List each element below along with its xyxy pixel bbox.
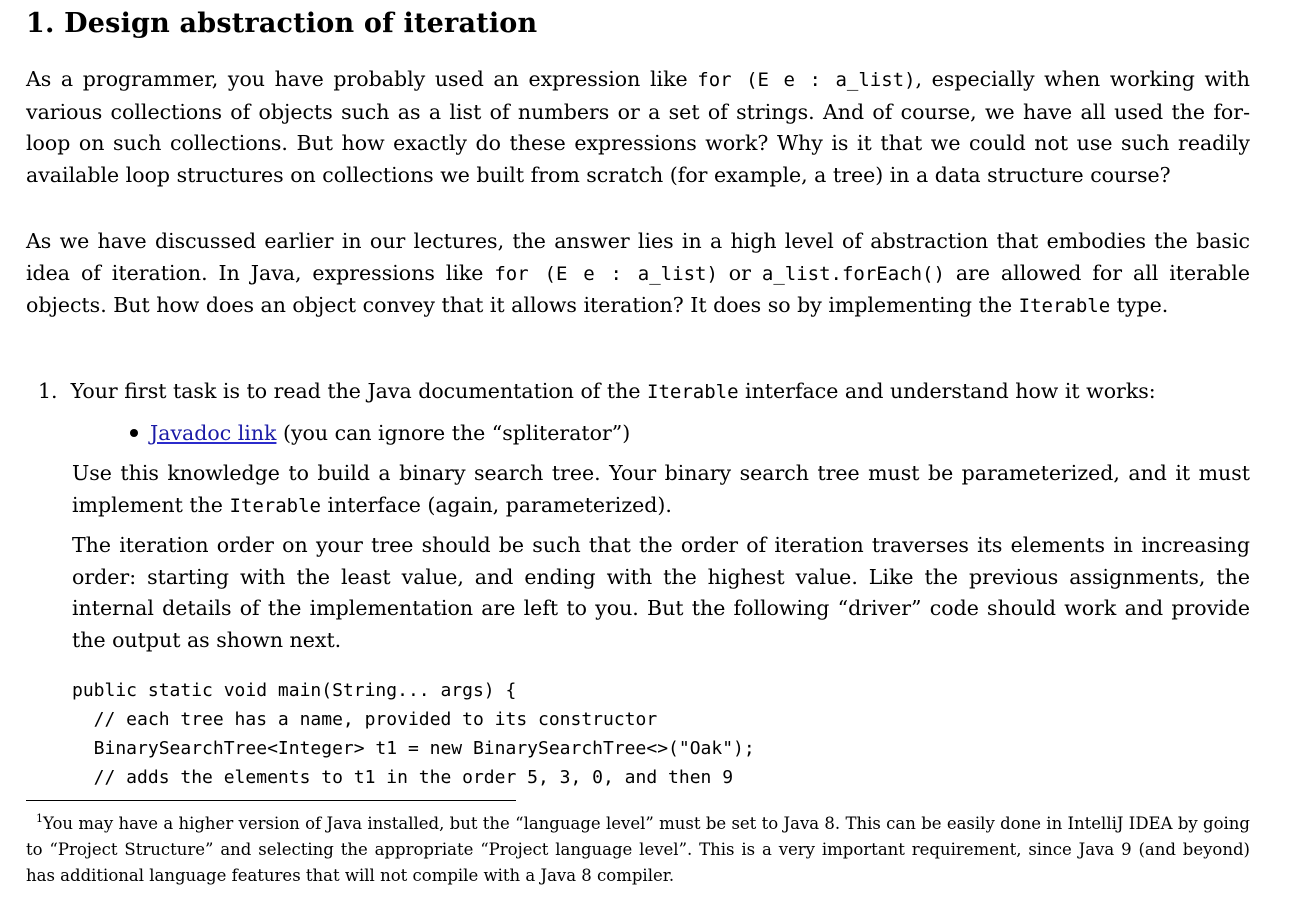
- task-bst-text-1: Use this knowledge to build a binary search tree. Your binary search tree must be parameterized, and it must implement the: [72, 461, 1250, 517]
- footnote-text: You may have a higher version of Java installed, but the “language level” must be set to Java 8. This can be easily done in IntelliJ IDEA by going to “Project Structure” and selecting the appropriate “Project language level”. This is a very important requirement, since Java 9 (and beyond) has additional language features that will not compile with a Java 8 compiler.: [26, 814, 1250, 885]
- task-code-iterable: Iterable: [647, 381, 739, 403]
- abstraction-text-2: or: [717, 260, 762, 285]
- task-paragraph-bst: [72, 458, 1250, 522]
- footnote-mark: 1: [36, 812, 43, 825]
- abstraction-code-iterable: Iterable: [1018, 295, 1111, 317]
- code-line: // each tree has a name, provided to its constructor: [72, 709, 658, 730]
- abstraction-paragraph: [26, 226, 1250, 323]
- intro-text-2: , especially when working with various collections of objects such as a list of numbers or a set of strings. And of course, we have all used the for-loop on such collections. But how exactly do these expressions work? Why is it that we could not use such readily available loop structures on collections we built from scratch (for example, a tree) in a data structure course?: [26, 67, 1250, 187]
- code-line: // adds the elements to t1 in the order 5, 3, 0, and then 9: [72, 767, 734, 788]
- task-paragraph-order: The iteration order on your tree should be such that the order of iteration traverses its elements in increasing order: starting with the least value, and ending with the highest value. Like the previous assignments, the internal details of the implementation are left to you. But the following “driver” code should work and provide the output as shown next.: [72, 533, 1250, 652]
- code-line: BinarySearchTree<Integer> t1 = new BinarySearchTree<>("Oak");: [72, 738, 755, 759]
- task-text-1: Your first task is to read the Java documentation of the: [70, 379, 647, 403]
- task-number: 1.: [38, 379, 58, 403]
- task-intro-line: [38, 376, 1156, 409]
- task-bst-code-iterable: Iterable: [229, 494, 321, 517]
- abstraction-code-for-loop: for (E e : a_list): [494, 262, 718, 285]
- abstraction-text-4: type.: [1110, 293, 1169, 317]
- task-bst-text-2: interface (again, parameterized).: [320, 492, 672, 517]
- bullet-item: [130, 418, 630, 450]
- abstraction-code-foreach: a_list.forEach(): [761, 262, 945, 285]
- section-title: 1. Design abstraction of iteration: [26, 8, 538, 39]
- abstraction-text-1: As we have discussed earlier in our lectures, the answer lies in a high level of abstraction that embodies the basic idea of iteration. In Java, expressions like: [26, 229, 1250, 285]
- footnote-divider: [26, 800, 516, 801]
- intro-code-for-loop: for (E e : a_list): [697, 69, 916, 91]
- abstraction-text-3: are allowed for all iterable objects. But how does an object convey that it allows iteration? It does so by implementing the: [26, 260, 1250, 317]
- task-text-2: interface and understand how it works:: [738, 379, 1156, 403]
- footnote: [26, 806, 1250, 889]
- intro-text-1: As a programmer, you have probably used an expression like: [26, 67, 698, 91]
- intro-paragraph: [26, 64, 1250, 191]
- code-line: public static void main(String... args) {: [72, 680, 517, 701]
- javadoc-link[interactable]: Javadoc link: [150, 421, 277, 445]
- bullet-icon: [130, 429, 138, 437]
- bullet-rest-text: (you can ignore the “spliterator”): [276, 421, 631, 445]
- code-block: [72, 676, 755, 792]
